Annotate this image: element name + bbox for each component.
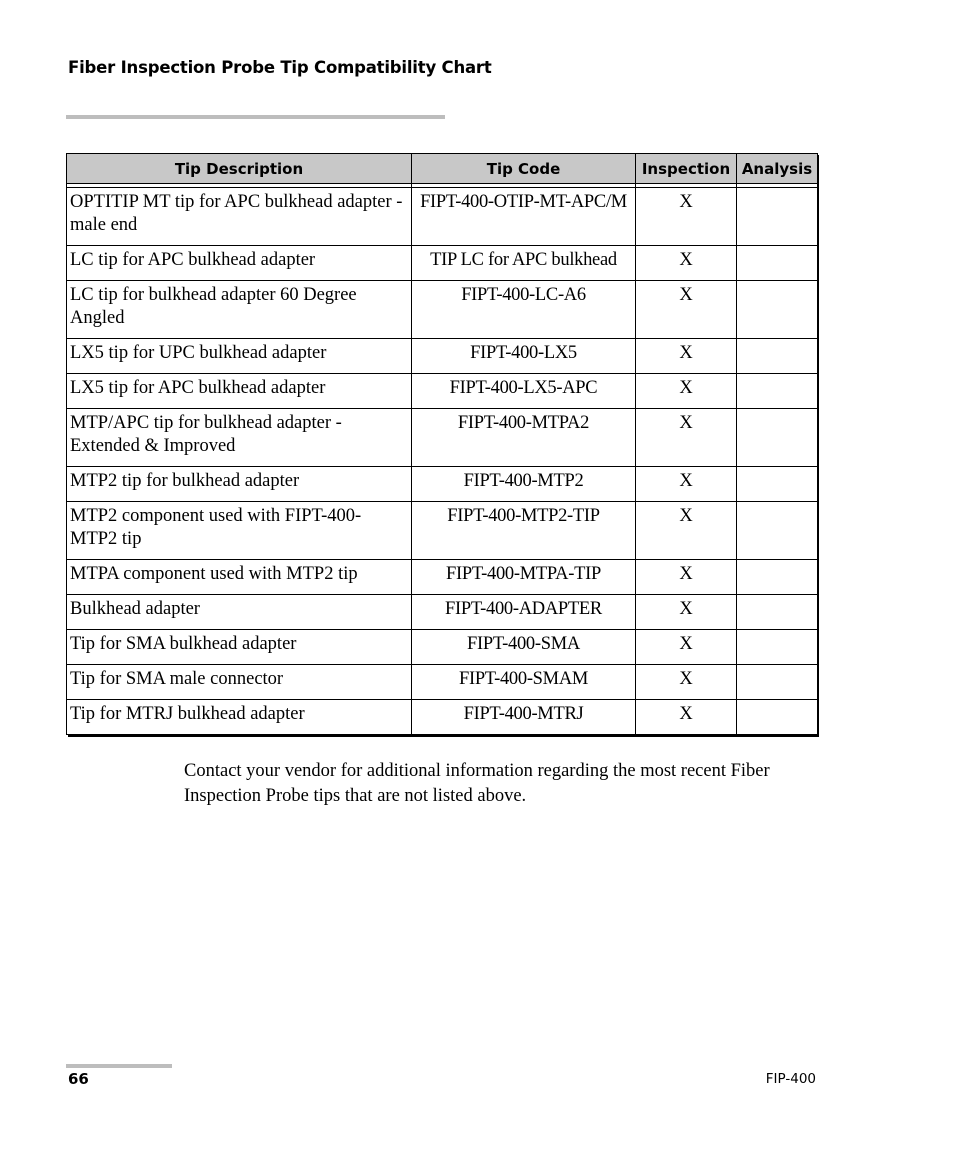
cell-tip-code: FIPT-400-MTP2-TIP [412, 502, 636, 560]
cell-analysis [737, 374, 818, 409]
table-row [67, 188, 818, 246]
document-name: FIP-400 [765, 1071, 816, 1087]
table-row [67, 700, 818, 735]
table-row [67, 502, 818, 560]
table-row [67, 246, 818, 281]
cell-inspection: X [636, 467, 737, 502]
cell-tip-code: FIPT-400-SMAM [412, 665, 636, 700]
cell-analysis [737, 630, 818, 665]
cell-tip-code: FIPT-400-LX5 [412, 339, 636, 374]
cell-analysis [737, 595, 818, 630]
cell-tip-description: LX5 tip for UPC bulkhead adapter [67, 339, 412, 374]
column-header-tip-description: Tip Description [67, 154, 412, 184]
table-row [67, 281, 818, 339]
page-title: Fiber Inspection Probe Tip Compatibility Chart [68, 58, 492, 77]
cell-inspection: X [636, 700, 737, 735]
cell-inspection: X [636, 560, 737, 595]
column-header-inspection: Inspection [636, 154, 737, 184]
cell-tip-code: FIPT-400-ADAPTER [412, 595, 636, 630]
table-row [67, 339, 818, 374]
cell-tip-description: LC tip for bulkhead adapter 60 Degree Angled [67, 281, 412, 339]
table-body [67, 188, 818, 735]
table-row [67, 467, 818, 502]
page-number: 66 [68, 1070, 89, 1088]
cell-tip-description: LX5 tip for APC bulkhead adapter [67, 374, 412, 409]
cell-inspection: X [636, 281, 737, 339]
cell-analysis [737, 665, 818, 700]
table-row [67, 374, 818, 409]
cell-tip-code: TIP LC for APC bulkhead [412, 246, 636, 281]
cell-analysis [737, 560, 818, 595]
cell-tip-description: Tip for MTRJ bulkhead adapter [67, 700, 412, 735]
cell-tip-code: FIPT-400-MTPA2 [412, 409, 636, 467]
cell-analysis [737, 281, 818, 339]
cell-inspection: X [636, 595, 737, 630]
cell-tip-code: FIPT-400-MTPA-TIP [412, 560, 636, 595]
table-row [67, 409, 818, 467]
cell-inspection: X [636, 246, 737, 281]
cell-tip-description: Tip for SMA bulkhead adapter [67, 630, 412, 665]
table-header-row [67, 154, 818, 184]
table-shadow-right [817, 155, 819, 735]
cell-tip-code: FIPT-400-LC-A6 [412, 281, 636, 339]
cell-tip-description: MTPA component used with MTP2 tip [67, 560, 412, 595]
cell-tip-code: FIPT-400-OTIP-MT-APC/M [412, 188, 636, 246]
cell-analysis [737, 246, 818, 281]
cell-inspection: X [636, 502, 737, 560]
cell-inspection: X [636, 374, 737, 409]
table-row [67, 630, 818, 665]
cell-inspection: X [636, 339, 737, 374]
cell-analysis [737, 339, 818, 374]
cell-tip-description: MTP2 component used with FIPT-400-MTP2 tip [67, 502, 412, 560]
cell-tip-description: MTP2 tip for bulkhead adapter [67, 467, 412, 502]
cell-inspection: X [636, 630, 737, 665]
cell-analysis [737, 700, 818, 735]
table-shadow-bottom [68, 735, 819, 737]
cell-analysis [737, 188, 818, 246]
cell-tip-code: FIPT-400-LX5-APC [412, 374, 636, 409]
note-paragraph: Contact your vendor for additional information regarding the most recent Fiber Inspection Probe tips that are not listed above. [184, 761, 770, 806]
footer-rule [66, 1064, 172, 1068]
cell-tip-code: FIPT-400-SMA [412, 630, 636, 665]
table-row [67, 595, 818, 630]
header-rule [66, 115, 445, 119]
cell-analysis [737, 467, 818, 502]
cell-analysis [737, 409, 818, 467]
compatibility-table [66, 153, 818, 735]
cell-inspection: X [636, 665, 737, 700]
cell-tip-description: LC tip for APC bulkhead adapter [67, 246, 412, 281]
compatibility-table-container [66, 153, 819, 735]
table-row [67, 560, 818, 595]
column-header-tip-code: Tip Code [412, 154, 636, 184]
cell-tip-description: Bulkhead adapter [67, 595, 412, 630]
table-row [67, 665, 818, 700]
cell-tip-code: FIPT-400-MTP2 [412, 467, 636, 502]
cell-tip-code: FIPT-400-MTRJ [412, 700, 636, 735]
column-header-analysis: Analysis [737, 154, 818, 184]
cell-inspection: X [636, 188, 737, 246]
cell-tip-description: Tip for SMA male connector [67, 665, 412, 700]
cell-inspection: X [636, 409, 737, 467]
cell-tip-description: MTP/APC tip for bulkhead adapter - Extended & Improved [67, 409, 412, 467]
cell-tip-description: OPTITIP MT tip for APC bulkhead adapter - male end [67, 188, 412, 246]
cell-analysis [737, 502, 818, 560]
